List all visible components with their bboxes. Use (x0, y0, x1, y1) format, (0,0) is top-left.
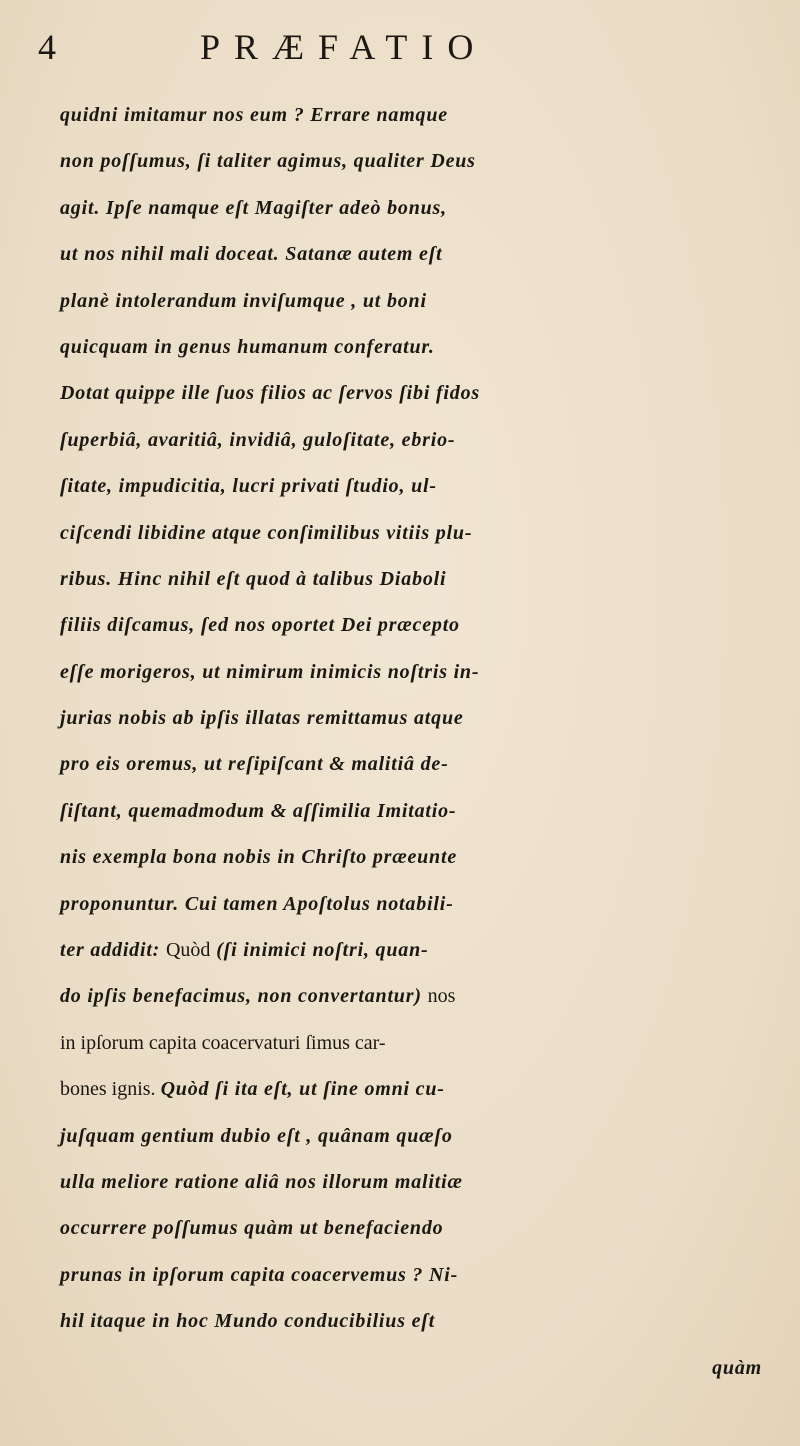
page-number: 4 (38, 27, 56, 67)
text-line (60, 1113, 790, 1159)
text-line (60, 556, 790, 602)
catchword (60, 1345, 790, 1391)
text-line (60, 788, 790, 834)
text-segment: Quòd (165, 939, 211, 962)
body-text (60, 92, 790, 1391)
text-line (60, 1205, 790, 1251)
text-segment: non poſſumus, ſi taliter agimus, qualiter Deus (60, 150, 476, 173)
text-line (60, 649, 790, 695)
text-segment: ter addidit: (60, 939, 166, 962)
text-line (60, 881, 790, 927)
text-segment: proponuntur. Cui tamen Apoſtolus notabili- (60, 892, 454, 915)
text-line (60, 695, 790, 741)
text-line (60, 463, 790, 509)
text-segment: nis exempla bona nobis in Chriſto præeunte (60, 846, 457, 869)
text-segment: occurrere poſſumus quàm ut benefaciendo (60, 1217, 444, 1240)
page-header (0, 18, 800, 78)
text-segment: Quòd ſi ita eſt, ut ſine omni cu- (160, 1078, 445, 1101)
text-line (60, 741, 790, 787)
text-line (60, 602, 790, 648)
text-line (60, 1020, 790, 1066)
text-segment: eſſe morigeros, ut nimirum inimicis noſtris in- (60, 660, 480, 683)
text-segment: do ipſis benefacimus, non convertantur) (60, 985, 428, 1008)
text-line (60, 1298, 790, 1344)
text-line (60, 1252, 790, 1298)
text-segment: Dotat quippe ille ſuos filios ac ſervos ſibi fidos (60, 382, 480, 405)
text-segment: pro eis oremus, ut reſipiſcant & malitiâ de- (60, 753, 449, 776)
text-line (60, 834, 790, 880)
text-segment: filiis diſcamus, ſed nos oportet Dei præcepto (60, 614, 460, 637)
text-segment: ſiſtant, quemadmodum & aſſimilia Imitatio- (60, 799, 457, 822)
text-segment: (ſi inimici noſtri, quan- (210, 939, 429, 962)
text-line (60, 231, 790, 277)
text-segment: ulla meliore ratione aliâ nos illorum malitiæ (60, 1170, 463, 1193)
running-head: PRÆFATIO (200, 27, 488, 67)
text-segment: planè intolerandum inviſumque , ut boni (60, 289, 427, 312)
text-segment: quidni imitamur nos eum ? Errare namque (60, 104, 448, 126)
text-line (60, 1159, 790, 1205)
text-line (60, 973, 790, 1019)
text-segment: prunas in ipſorum capita coacervemus ? Ni- (60, 1263, 459, 1286)
catchword-text: quàm (712, 1356, 762, 1379)
text-segment: ſitate, impudicitia, lucri privati ſtudio, ul- (60, 475, 437, 498)
text-segment: ſuperbiâ, avaritiâ, invidiâ, guloſitate, ebrio- (60, 428, 456, 451)
text-segment: hil itaque in hoc Mundo conducibilius eſt (60, 1310, 436, 1333)
text-line (60, 278, 790, 324)
text-segment: in ipſorum capita coacervaturi ſimus car- (60, 1031, 386, 1054)
text-line (60, 510, 790, 556)
text-line (60, 92, 790, 138)
text-line (60, 927, 790, 973)
text-line (60, 370, 790, 416)
text-segment: jurias nobis ab ipſis illatas remittamus atque (60, 707, 464, 730)
text-segment: quicquam in genus humanum conferatur. (60, 335, 435, 358)
text-segment: nos (427, 985, 456, 1008)
text-line (60, 1066, 790, 1112)
text-line (60, 185, 790, 231)
text-segment: ut nos nihil mali doceat. Satanæ autem eſt (60, 243, 443, 266)
text-line (60, 324, 790, 370)
text-line (60, 417, 790, 463)
text-segment: juſquam gentium dubio eſt , quânam quæſo (60, 1124, 453, 1147)
text-segment: bones ignis. (60, 1078, 161, 1101)
text-segment: agit. Ipſe namque eſt Magiſter adeò bonus, (60, 196, 447, 219)
text-line (60, 138, 790, 184)
text-segment: ciſcendi libidine atque conſimilibus vitiis plu- (60, 521, 473, 544)
text-segment: ribus. Hinc nihil eſt quod à talibus Diaboli (60, 567, 447, 590)
